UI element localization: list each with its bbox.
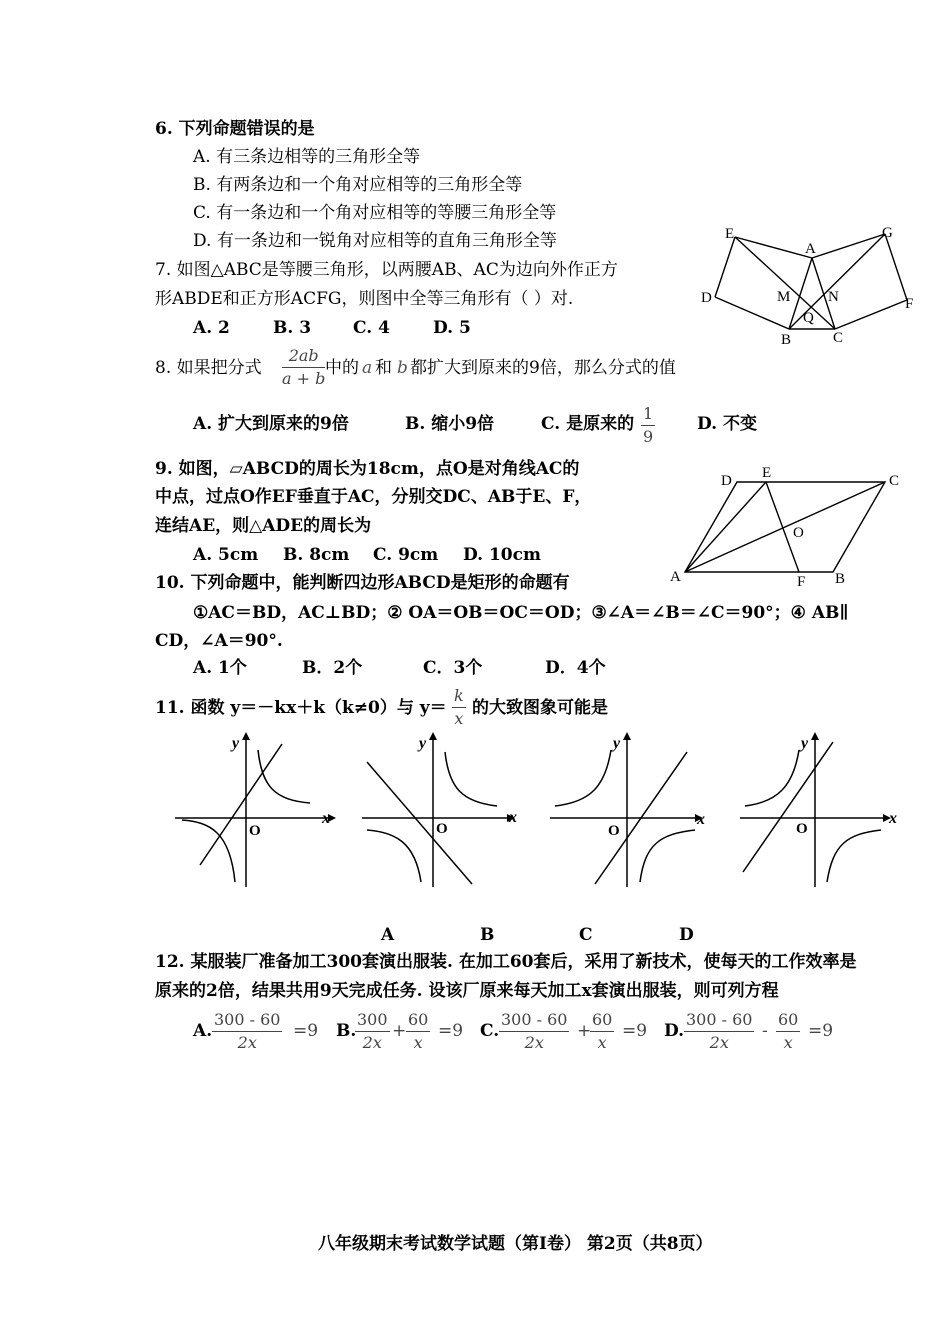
x-axis-label: x (509, 809, 517, 826)
q9-line3: 连结AE，则△ADE的周长为 (155, 516, 372, 536)
q10-option-c: C．3个 (423, 658, 483, 678)
y-arrow (429, 732, 437, 740)
hyperbola-branch-upper (445, 752, 497, 806)
q12-option-b-denominator-2: x (413, 1033, 423, 1052)
seg-ED (715, 237, 735, 297)
diagonal-AC (685, 482, 885, 572)
seg-AE (685, 482, 766, 572)
q12-option-c-denominator-2: x (597, 1033, 607, 1052)
q11-fraction-numerator: k (454, 686, 464, 705)
q11-option-label-b: B (480, 925, 495, 945)
q12-option-c-denominator-1: 2x (524, 1033, 544, 1052)
q12-option-c-bar-1 (499, 1031, 569, 1032)
q11-option-label-a: A (381, 925, 395, 945)
q7-label-m: M (777, 289, 791, 305)
q8-option-b: B. 缩小9倍 (405, 414, 495, 434)
line-graph (200, 744, 282, 865)
y-axis-label: y (801, 735, 809, 752)
q8-fraction (282, 346, 325, 389)
q10-option-d: D．4个 (545, 658, 606, 678)
q9-line2: 中点，过点O作EF垂直于AC，分别交DC、AB于E、F， (155, 487, 592, 507)
q11-suffix: 的大致图象可能是 (472, 698, 608, 718)
q12-line2: 原来的2倍，结果共用9天完成任务. 设该厂原来每天加工x套演出服装，则可列方程 (155, 981, 779, 1001)
q12-option-b-eq: =9 (438, 1021, 464, 1041)
q12-option-a-label: A. (193, 1021, 213, 1041)
q11-graph-b (357, 732, 527, 892)
hyperbola-branch-upper (258, 750, 310, 803)
q9-label-a: A (670, 569, 681, 585)
q7-figure (695, 222, 925, 352)
q8-middle: 中的 (325, 358, 359, 378)
x-axis-label: x (889, 810, 897, 827)
q8-option-c-denominator: 9 (643, 427, 654, 446)
q11-option-label-c: C (579, 925, 593, 945)
q12-option-b-op: + (392, 1021, 407, 1041)
q12-option-b-denominator-1: 2x (362, 1033, 382, 1052)
q12-option-b-numerator-1: 300 (357, 1010, 388, 1029)
q12-option-d-denominator-1: 2x (709, 1033, 729, 1052)
line-graph (367, 762, 472, 884)
page-footer: 八年级期末考试数学试题（第Ⅰ卷） 第2页（共8页） (318, 1234, 713, 1254)
q8-and: 和 (375, 358, 392, 378)
q8-option-c: C. 是原来的 (541, 414, 635, 434)
q7-label-b: B (781, 332, 792, 348)
q6-option-a: A. 有三条边相等的三角形全等 (193, 147, 421, 167)
y-axis-label: y (419, 735, 427, 752)
q12-option-b-bar-2 (406, 1031, 430, 1032)
q9-option-b: B. 8cm (283, 545, 350, 565)
hyperbola-branch-upper-left (555, 750, 611, 806)
q12-option-d-label: D. (664, 1021, 685, 1041)
q11-fraction-denominator: x (454, 709, 464, 728)
q10-option-a: A. 1个 (193, 658, 247, 678)
q12-option-a-bar (212, 1031, 282, 1032)
q7-label-q: Q (803, 310, 814, 326)
q11-fraction (452, 686, 466, 729)
q8-fraction-denominator: a + b (282, 369, 326, 388)
q12-option-d-fraction-1 (684, 1010, 754, 1053)
q12-option-a-numerator: 300 - 60 (214, 1010, 281, 1029)
q12-option-b-fraction-1 (355, 1010, 390, 1053)
q7-label-d: D (701, 290, 712, 306)
q9-label-o: O (793, 525, 804, 541)
q7-option-b: B. 3 (273, 318, 312, 338)
q7-label-e: E (725, 226, 735, 242)
q11-prefix: 11. 函数 y＝－kx＋k（k≠0）与 y＝ (155, 698, 447, 718)
q7-label-f: F (905, 296, 914, 312)
seg-FC (835, 300, 907, 329)
q7-label-c: C (833, 330, 844, 346)
origin-label: O (249, 823, 261, 839)
x-axis-label: x (697, 811, 705, 828)
hyperbola-branch-lower-right (827, 830, 881, 882)
q11-graph-c (545, 732, 715, 892)
q10-line3: CD，∠A＝90°. (155, 631, 283, 651)
q9-figure (665, 465, 915, 590)
q9-label-d: D (721, 473, 732, 489)
y-arrow (623, 732, 631, 740)
q8-var-b: b (397, 358, 408, 378)
origin-label: O (608, 823, 620, 839)
q12-option-c-fraction-1 (499, 1010, 569, 1053)
q12-option-c-numerator-1: 300 - 60 (501, 1010, 568, 1029)
origin-label: O (436, 821, 448, 837)
q12-option-d-denominator-2: x (783, 1033, 793, 1052)
q12-option-c-eq: =9 (622, 1021, 648, 1041)
q6-option-d: D. 有一条边和一锐角对应相等的直角三角形全等 (193, 231, 557, 251)
q11-graph-a (170, 732, 340, 892)
q8-option-c-bar (641, 425, 655, 426)
q12-line1: 12. 某服装厂准备加工300套演出服装. 在加工60套后，采用了新技术，使每天的工作效率是 (155, 952, 857, 972)
q8-option-c-fraction (641, 404, 655, 447)
q8-option-c-numerator: 1 (643, 404, 654, 423)
q9-option-c: C. 9cm (373, 545, 439, 565)
q6-option-c: C. 有一条边和一个角对应相等的等腰三角形全等 (193, 203, 557, 223)
q12-option-a-denominator: 2x (237, 1033, 257, 1052)
y-arrow (811, 732, 819, 740)
y-axis-label: y (232, 735, 240, 752)
q9-label-f: F (797, 574, 806, 590)
q9-option-d: D. 10cm (463, 545, 541, 565)
q9-label-c: C (889, 473, 900, 489)
q8-fraction-numerator: 2ab (288, 346, 319, 365)
q12-option-d-bar-2 (776, 1031, 800, 1032)
q12-option-d-eq: =9 (808, 1021, 834, 1041)
x-axis-label: x (322, 810, 330, 827)
hyperbola-branch-lower-right (640, 830, 695, 882)
q6-stem: 6. 下列命题错误的是 (155, 119, 315, 139)
q8-suffix: 都扩大到原来的9倍，那么分式的值 (410, 358, 676, 378)
q10-stem: 10. 下列命题中，能判断四边形ABCD是矩形的命题有 (155, 573, 570, 593)
hyperbola-branch-upper-left (745, 750, 799, 806)
q12-option-d-bar-1 (684, 1031, 754, 1032)
q9-label-e: E (762, 465, 772, 481)
q12-option-b-bar-1 (355, 1031, 390, 1032)
q7-line1: 7. 如图△ABC是等腰三角形，以两腰AB、AC为边向外作正方 (155, 260, 618, 280)
q6-option-b: B. 有两条边和一个角对应相等的三角形全等 (193, 175, 523, 195)
y-axis-label: y (613, 735, 621, 752)
q11-graph-d (735, 732, 910, 892)
y-arrow (242, 732, 250, 740)
q7-line2: 形ABDE和正方形ACFG，则图中全等三角形有（ ）对. (155, 289, 574, 309)
q7-label-a: A (805, 241, 816, 257)
q12-option-c-label: C. (480, 1021, 500, 1041)
q8-option-d: D. 不变 (697, 414, 757, 434)
q8-var-a: a (362, 358, 373, 378)
origin-label: O (796, 821, 808, 837)
q12-option-d-numerator-1: 300 - 60 (686, 1010, 753, 1029)
q9-label-b: B (835, 571, 846, 587)
q7-option-c: C. 4 (353, 318, 390, 338)
q12-option-c-numerator-2: 60 (592, 1010, 613, 1029)
q12-option-c-bar-2 (590, 1031, 614, 1032)
hyperbola-branch-lower (367, 830, 421, 882)
hyperbola-branch-lower (182, 820, 235, 882)
q12-option-d-fraction-2 (776, 1010, 800, 1053)
q12-option-b-label: B. (336, 1021, 357, 1041)
line-graph (743, 742, 833, 872)
q11-fraction-bar (452, 707, 466, 708)
q12-option-a-eq: =9 (293, 1021, 319, 1041)
seg-GF (885, 234, 907, 300)
seg-AG (812, 234, 885, 258)
q7-option-d: D. 5 (433, 318, 471, 338)
q12-option-a-fraction (212, 1010, 282, 1053)
q12-option-c-fraction-2 (590, 1010, 614, 1053)
q12-option-c-op: + (577, 1021, 592, 1041)
q12-option-b-numerator-2: 60 (408, 1010, 429, 1029)
q8-prefix: 8. 如果把分式 (155, 358, 262, 378)
q7-option-a: A. 2 (193, 318, 230, 338)
q10-option-b: B．2个 (302, 658, 363, 678)
q10-line2: ①AC＝BD，AC⊥BD；② OA＝OB＝OC＝OD；③∠A＝∠B＝∠C＝90°；④ AB∥ (193, 603, 849, 623)
q11-option-label-d: D (679, 925, 694, 945)
q7-label-n: N (828, 289, 839, 305)
q7-label-g: G (882, 225, 893, 241)
q9-option-a: A. 5cm (193, 545, 259, 565)
q8-fraction-bar (282, 367, 325, 368)
q12-option-d-numerator-2: 60 (778, 1010, 799, 1029)
q8-option-a: A. 扩大到原来的9倍 (193, 414, 349, 434)
q12-option-d-op: - (762, 1021, 768, 1041)
q9-line1: 9. 如图，▱ABCD的周长为18cm，点O是对角线AC的 (155, 459, 580, 479)
q12-option-b-fraction-2 (406, 1010, 430, 1053)
